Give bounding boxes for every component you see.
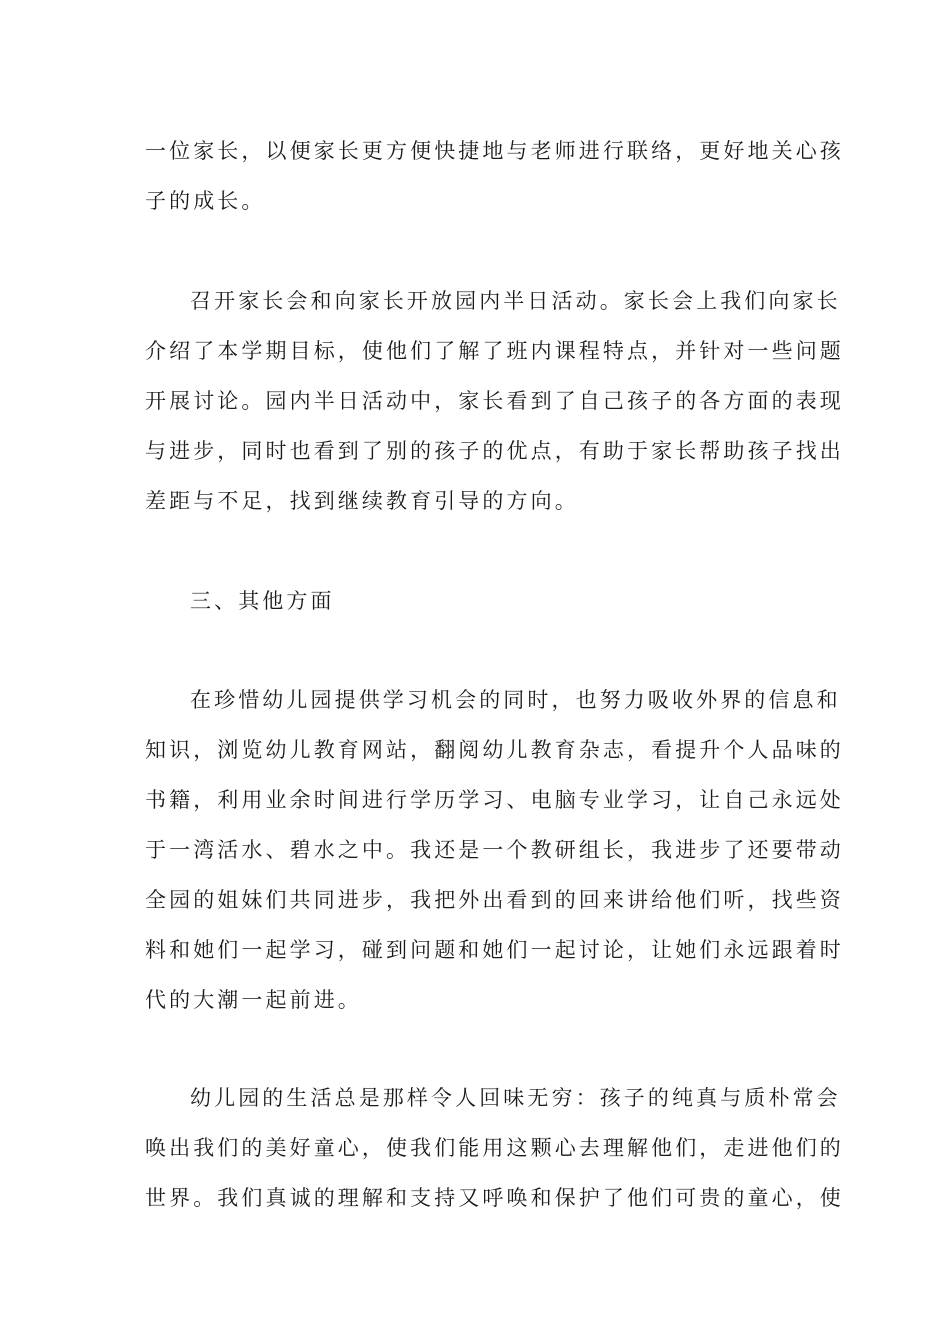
text-line: 差距与不足，找到继续教育引导的方向。 [145, 489, 579, 513]
text-line: 知识，浏览幼儿教育网站，翻阅幼儿教育杂志，看提升个人品味的 [145, 738, 844, 762]
text-line: 唤出我们的美好童心，使我们能用这颗心去理解他们，走进他们的 [145, 1136, 844, 1160]
text-line: 料和她们一起学习，碰到问题和她们一起讨论，让她们永远跟着时 [145, 938, 844, 962]
text-line: 开展讨论。园内半日活动中，家长看到了自己孩子的各方面的表现 [145, 389, 844, 413]
paragraph-first-line: 召开家长会和向家长开放园内半日活动。家长会上我们向家长 [190, 289, 841, 313]
text-line: 代的大潮一起前进。 [145, 988, 362, 1012]
text-line: 与进步，同时也看到了别的孩子的优点，有助于家长帮助孩子找出 [145, 439, 844, 463]
text-line: 子的成长。 [145, 189, 266, 213]
text-line: 全园的姐妹们共同进步，我把外出看到的回来讲给他们听，找些资 [145, 888, 844, 912]
section-heading: 三、其他方面 [190, 589, 335, 613]
paragraph-first-line: 在珍惜幼儿园提供学习机会的同时，也努力吸收外界的信息和 [190, 688, 841, 712]
text-line: 于一湾活水、碧水之中。我还是一个教研组长，我进步了还要带动 [145, 838, 844, 862]
text-line: 一位家长，以便家长更方便快捷地与老师进行联络，更好地关心孩 [145, 139, 844, 163]
text-line: 介绍了本学期目标，使他们了解了班内课程特点，并针对一些问题 [145, 339, 844, 363]
text-line: 书籍，利用业余时间进行学历学习、电脑专业学习，让自己永远处 [145, 788, 844, 812]
paragraph-first-line: 幼儿园的生活总是那样令人回味无穷：孩子的纯真与质朴常会 [190, 1086, 841, 1110]
text-line: 世界。我们真诚的理解和支持又呼唤和保护了他们可贵的童心，使 [145, 1186, 844, 1210]
